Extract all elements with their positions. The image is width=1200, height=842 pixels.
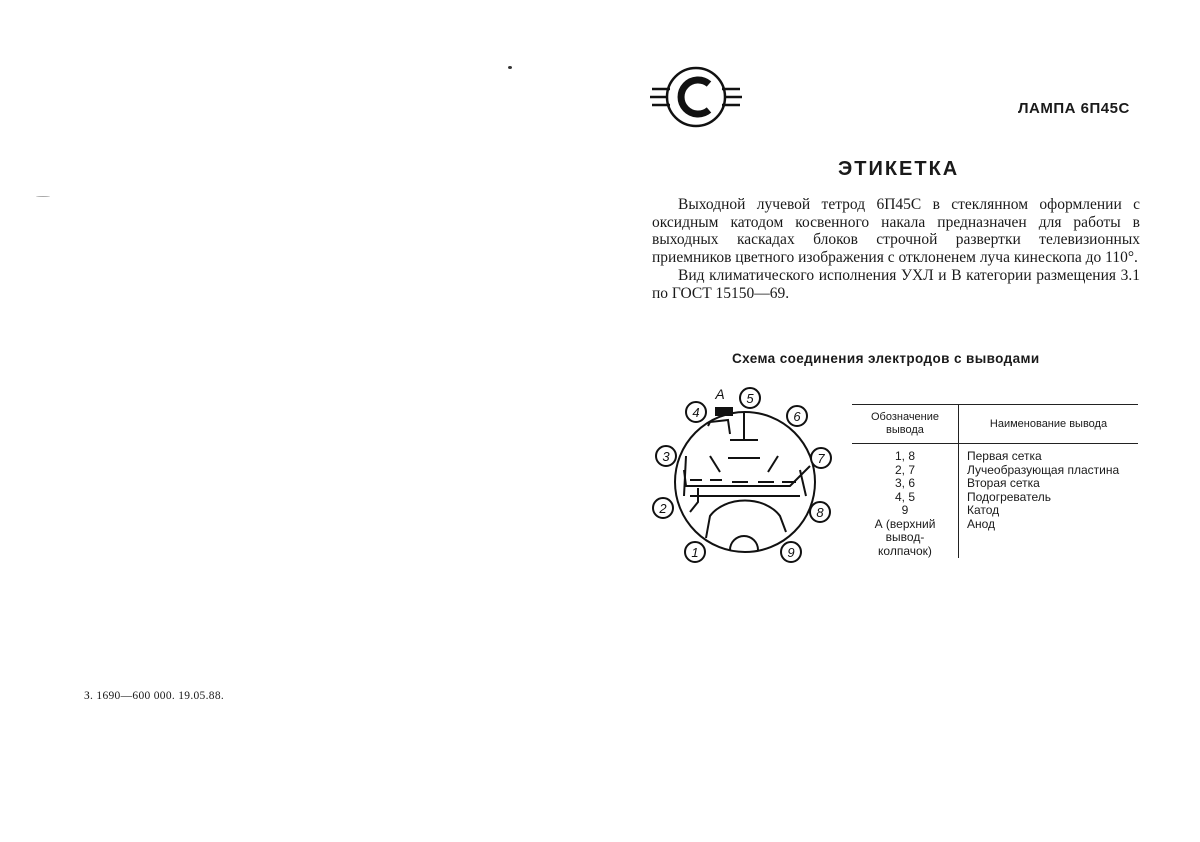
pin-label-2: 2	[659, 501, 667, 516]
schema-title: Схема соединения электродов с выводами	[732, 351, 1040, 366]
row-designation: 2, 7	[852, 464, 959, 478]
row-name: Вторая сетка	[967, 476, 1040, 490]
anode-label: А	[715, 386, 725, 402]
row-designation: 4, 5	[852, 491, 959, 505]
row-designation: А (верхний вывод-колпачок)	[852, 518, 959, 559]
header-designation: Обозначение вывода	[852, 405, 959, 444]
anode-cap	[716, 408, 732, 415]
pin-label-6: 6	[793, 409, 801, 424]
label-title: ЭТИКЕТКА	[838, 158, 960, 180]
row-designation: 9	[852, 504, 959, 518]
header-name: Наименование вывода	[959, 405, 1139, 444]
row-name: Подогреватель	[967, 489, 1051, 504]
row-designation: 3, 6	[852, 477, 959, 491]
scan-speck	[36, 196, 50, 197]
pin-table-header	[852, 405, 1138, 444]
pin-label-7: 7	[817, 451, 825, 466]
row-name: Лучеобразующая пластина	[967, 462, 1120, 477]
lamp-title: ЛАМПА 6П45С	[1018, 100, 1130, 117]
pin-label-1: 1	[691, 545, 699, 560]
scan-speck	[508, 66, 512, 69]
pin-label-9: 9	[787, 545, 795, 560]
description-paragraph-1: Выходной лучевой тетрод 6П45С в стеклянном оформлении с оксидным катодом косвенного накала предназначен для работы в выходных каскадах блоков строчной развертки телевизионных приемников цветного изображения с отклоненем луча кинескопа до 110°.	[652, 196, 1140, 267]
print-info: З. 1690—600 000. 19.05.88.	[84, 690, 225, 702]
table-row	[852, 491, 1138, 505]
pin-label-5: 5	[746, 391, 754, 406]
pin-label-4: 4	[692, 405, 700, 420]
table-row	[852, 504, 1138, 518]
table-row	[852, 477, 1138, 491]
row-name: Первая сетка	[967, 449, 1042, 463]
row-name: Катод	[967, 503, 1000, 517]
label-description	[652, 196, 1140, 302]
factory-logo-c-icon	[648, 64, 744, 130]
row-designation: 1, 8	[852, 444, 959, 464]
pin-label-3: 3	[662, 449, 670, 464]
table-row	[852, 444, 1138, 464]
base-key-notch	[730, 536, 758, 550]
description-paragraph-2: Вид климатического исполнения УХЛ и В категории размещения 3.1 по ГОСТ 15150—69.	[652, 266, 1140, 302]
pin-table	[852, 404, 1138, 558]
pin-label-8: 8	[816, 505, 824, 520]
row-name: Анод	[967, 516, 996, 531]
electrode-connection-diagram	[650, 384, 840, 574]
table-row	[852, 518, 1138, 559]
table-row	[852, 464, 1138, 478]
